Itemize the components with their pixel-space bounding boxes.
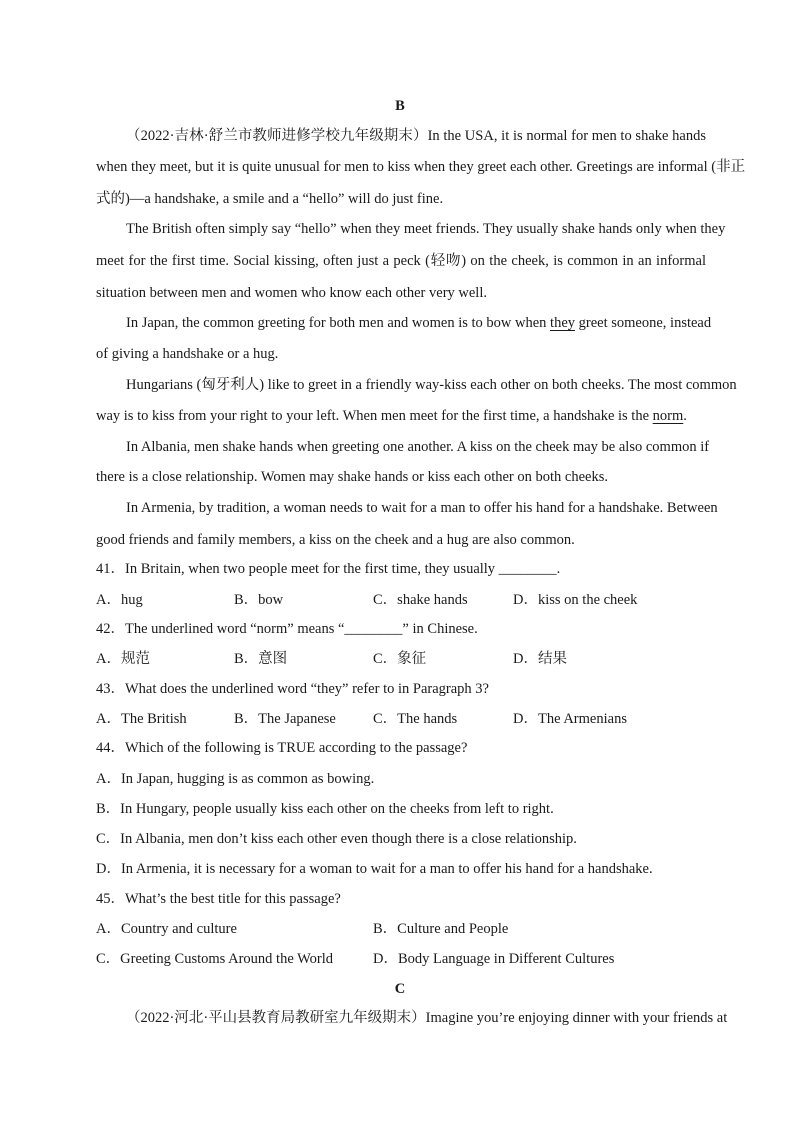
paragraph-1-line-3: 式的)—a handshake, a smile and a “hello” will do just fine. <box>96 191 444 207</box>
question-45-stem: 45．What’s the best title for this passage? <box>96 891 341 907</box>
question-43-option-a: A．The British <box>96 711 187 727</box>
paragraph-3-line-1 <box>126 313 712 333</box>
question-43-option-d: D．The Armenians <box>513 711 627 727</box>
question-43-stem: 43．What does the underlined word “they” refer to in Paragraph 3? <box>96 681 489 697</box>
paragraph-4-text-a: way is to kiss from your right to your left. When men meet for the first time, a handshake is the <box>96 408 653 424</box>
question-45-option-b: B．Culture and People <box>373 921 509 937</box>
question-41-option-b: B．bow <box>234 592 284 608</box>
question-44-option-d: D．In Armenia, it is necessary for a woman to wait for a man to offer his hand for a handshake. <box>96 861 653 877</box>
question-42-option-c: C．象征 <box>373 651 427 667</box>
question-43-option-c: C．The hands <box>373 711 458 727</box>
question-45-option-d: D．Body Language in Different Cultures <box>373 951 615 967</box>
paragraph-3-text-b: greet someone, instead <box>575 315 712 331</box>
paragraph-5-line-1: In Albania, men shake hands when greeting one another. A kiss on the cheek may be also common if <box>126 439 710 455</box>
paragraph-3-line-2: of giving a handshake or a hug. <box>96 346 279 362</box>
underlined-word-norm: norm <box>652 408 684 424</box>
question-41-option-d: D．kiss on the cheek <box>513 592 638 608</box>
section-c-line-1: （2022·河北·平山县教育局教研室九年级期末）Imagine you’re enjoying dinner with your friends at <box>126 1010 728 1026</box>
paragraph-2-line-3: situation between men and women who know each other very well. <box>96 285 487 301</box>
question-43-option-b: B．The Japanese <box>234 711 336 727</box>
question-41-stem: 41．In Britain, when two people meet for the first time, they usually ________. <box>96 561 561 577</box>
question-42-option-b: B．意图 <box>234 651 288 667</box>
question-41-option-c: C．shake hands <box>373 592 468 608</box>
question-44-option-a: A．In Japan, hugging is as common as bowing. <box>96 771 375 787</box>
paragraph-4-line-2 <box>96 406 706 426</box>
question-45-option-a: A．Country and culture <box>96 921 237 937</box>
question-42-option-a: A．规范 <box>96 651 150 667</box>
question-41-option-a: A．hug <box>96 592 143 608</box>
question-44-option-b: B．In Hungary, people usually kiss each other on the cheeks from left to right. <box>96 801 554 817</box>
paragraph-6-line-1: In Armenia, by tradition, a woman needs to wait for a man to offer his hand for a handshake. Between <box>126 500 718 516</box>
paragraph-4-line-1: Hungarians (匈牙利人) like to greet in a friendly way-kiss each other on both cheeks. The most common <box>126 377 737 393</box>
question-44-stem: 44．Which of the following is TRUE according to the passage? <box>96 740 468 756</box>
paragraph-1-line-1: （2022·吉林·舒兰市教师进修学校九年级期末）In the USA, it is normal for men to shake hands <box>126 128 706 144</box>
section-b-title: B <box>395 98 405 114</box>
question-45-option-c: C．Greeting Customs Around the World <box>96 951 333 967</box>
question-42-stem: 42．The underlined word “norm” means “________” in Chinese. <box>96 621 478 637</box>
paragraph-3-text-a: In Japan, the common greeting for both men and women is to bow when <box>126 315 551 331</box>
paragraph-6-line-2: good friends and family members, a kiss on the cheek and a hug are also common. <box>96 532 575 548</box>
underlined-word-they: they <box>550 315 576 331</box>
paragraph-4-text-b: . <box>683 408 687 424</box>
question-44-option-c: C．In Albania, men don’t kiss each other even though there is a close relationship. <box>96 831 577 847</box>
paragraph-2-line-2: meet for the first time. Social kissing, often just a peck (轻吻) on the cheek, is common in an informal <box>96 253 706 269</box>
paragraph-1-line-2: when they meet, but it is quite unusual for men to kiss when they greet each other. Greetings are informal (非正 <box>96 159 746 175</box>
question-42-option-d: D．结果 <box>513 651 567 667</box>
paragraph-2-line-1: The British often simply say “hello” when they meet friends. They usually shake hands only when they <box>126 221 726 237</box>
paragraph-5-line-2: there is a close relationship. Women may shake hands or kiss each other on both cheeks. <box>96 469 608 485</box>
section-c-title: C <box>394 981 406 997</box>
